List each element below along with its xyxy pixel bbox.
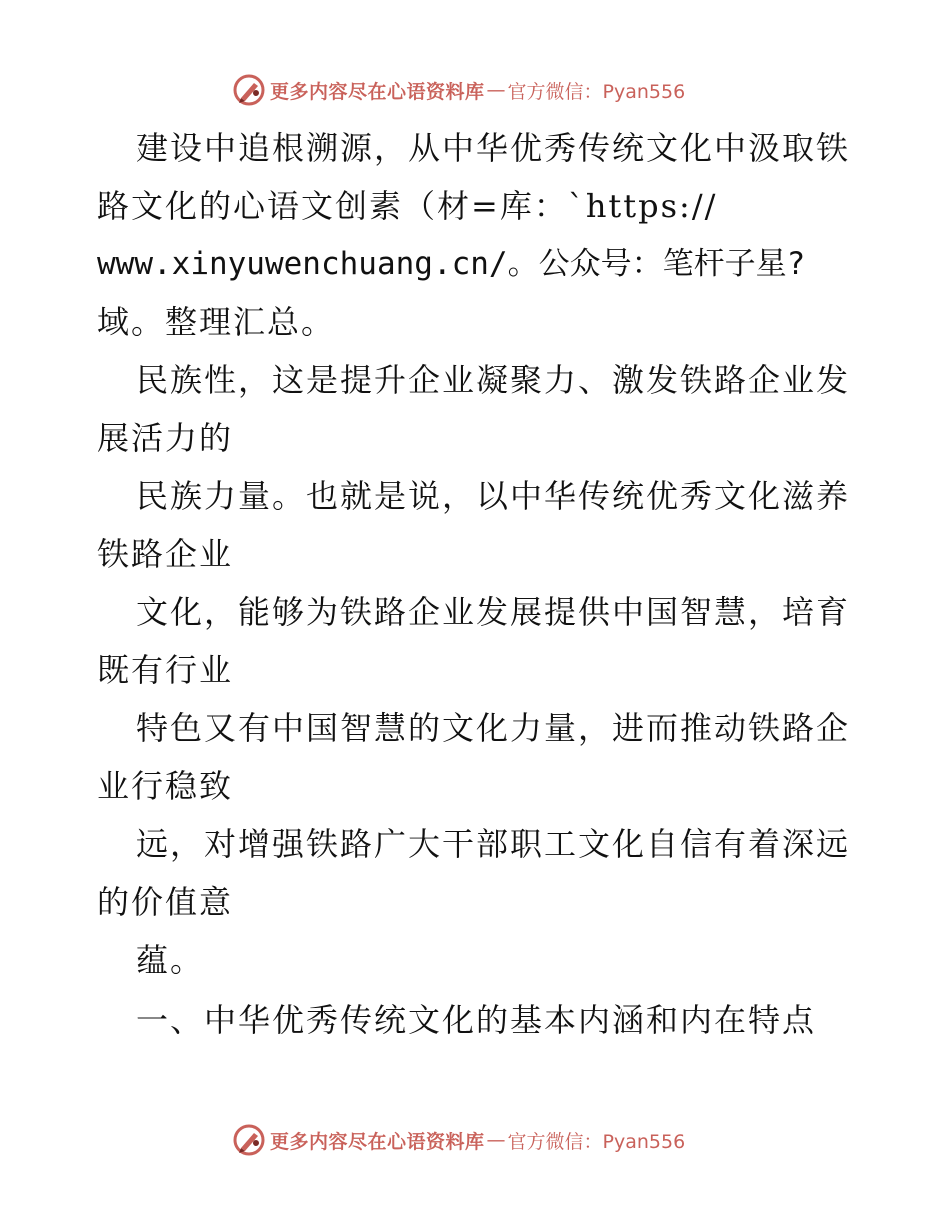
- body-line: 域。整理汇总。: [97, 303, 336, 341]
- footer-banner-text: 更多内容尽在心语资料库: [270, 1130, 485, 1153]
- body-line: 建设中追根溯源，从中华优秀传统文化中汲取铁: [136, 129, 851, 167]
- body-line: 路文化的心语文创素（材=库：`https://: [97, 187, 718, 225]
- body-line: 展活力的: [97, 419, 234, 457]
- body-line: 的价值意: [97, 883, 234, 921]
- section-heading: 一、中华优秀传统文化的基本内涵和内在特点: [136, 1001, 817, 1039]
- header-banner-wechat: 官方微信：Pyan556: [507, 80, 686, 103]
- body-line: 文化，能够为铁路企业发展提供中国智慧，培育: [136, 593, 851, 631]
- footer-banner-wechat: 官方微信：Pyan556: [507, 1130, 686, 1153]
- header-banner: [232, 70, 712, 110]
- body-line: 远，对增强铁路广大干部职工文化自信有着深远: [136, 825, 851, 863]
- body-line: www.xinyuwenchuang.cn/。公众号：笔杆子星?: [97, 246, 806, 282]
- body-line: 民族力量。也就是说，以中华传统优秀文化滋养: [136, 477, 851, 515]
- header-banner-separator: —: [486, 79, 506, 101]
- body-line: 特色又有中国智慧的文化力量，进而推动铁路企: [136, 709, 851, 747]
- body-line: 民族性，这是提升企业凝聚力、激发铁路企业发: [136, 361, 851, 399]
- pen-circle-logo-icon: [232, 73, 266, 107]
- pen-circle-logo-icon: [232, 1123, 266, 1157]
- footer-banner: [232, 1120, 712, 1160]
- body-line: 蕴。: [136, 941, 205, 979]
- body-line: 业行稳致: [97, 767, 234, 805]
- footer-banner-separator: —: [486, 1129, 506, 1151]
- header-banner-text: 更多内容尽在心语资料库: [270, 80, 485, 103]
- body-line: 铁路企业: [97, 535, 234, 573]
- body-line: 既有行业: [97, 651, 234, 689]
